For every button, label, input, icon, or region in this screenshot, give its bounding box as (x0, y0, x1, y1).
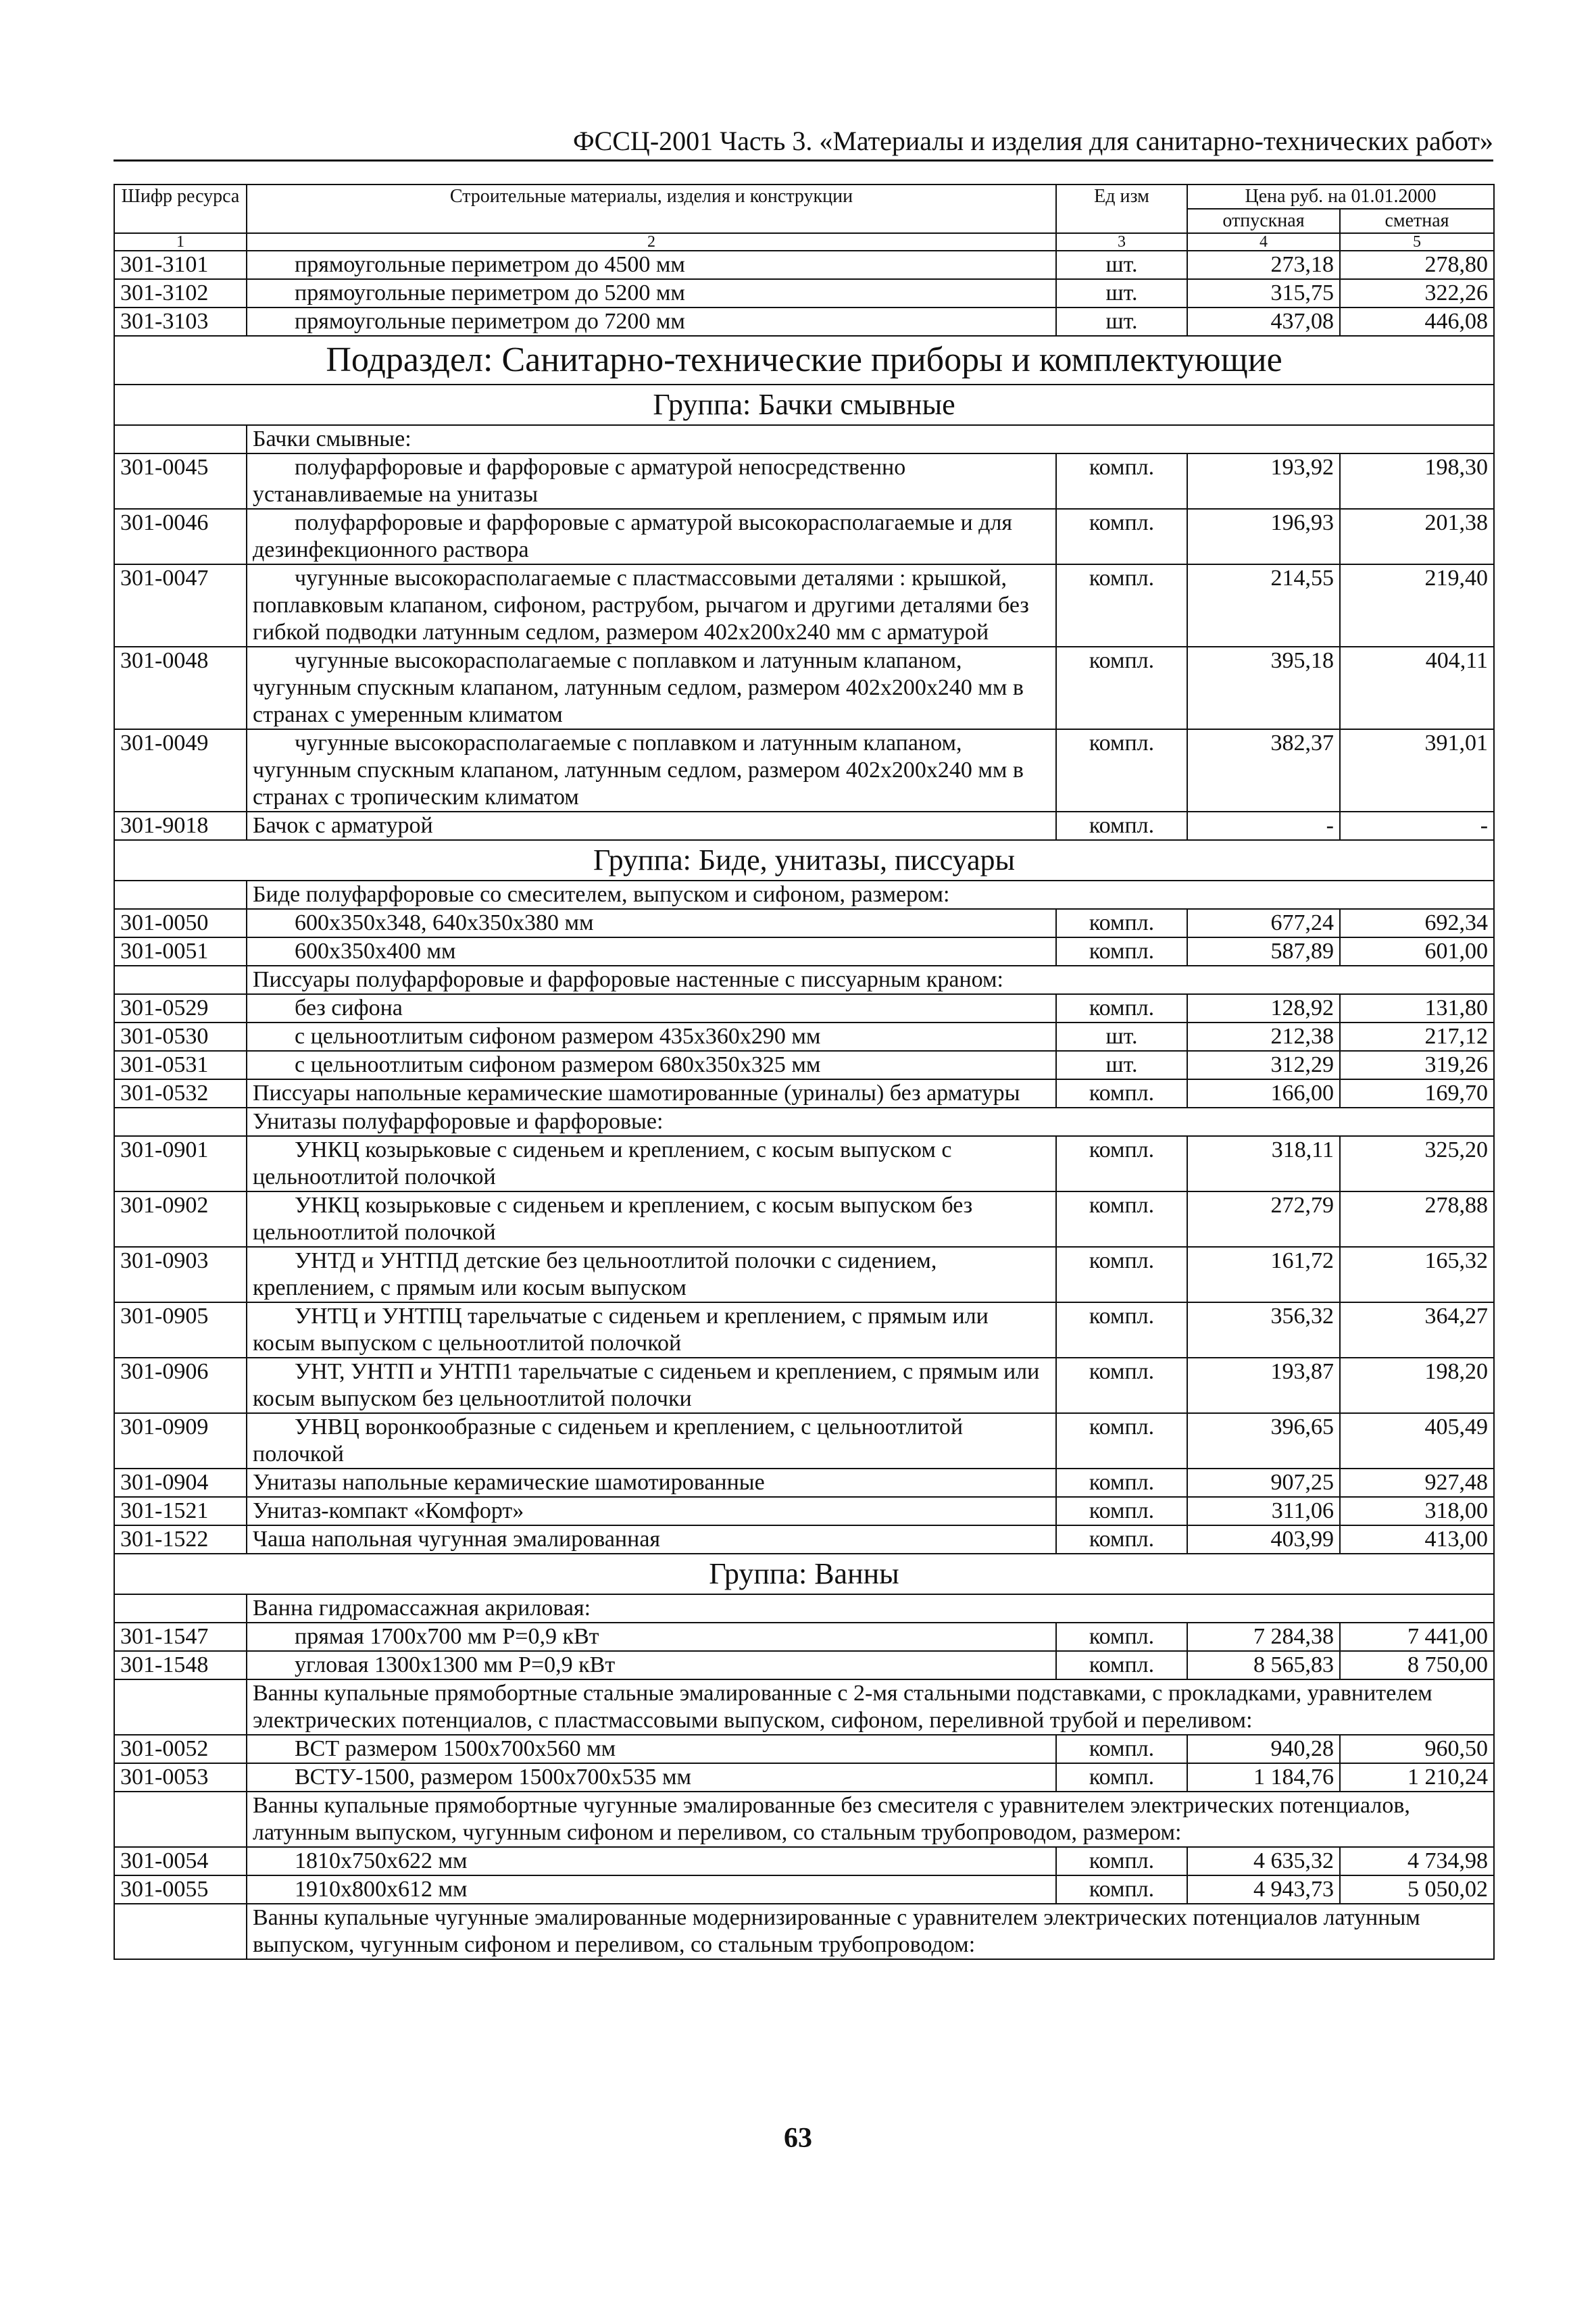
resource-code: 301-3103 (114, 307, 247, 336)
label-row (114, 1904, 1494, 1959)
material-name: полуфарфоровые и фарфоровые с арматурой высокорасполагаемые и для дезинфекционного раствора (247, 509, 1056, 564)
material-name: УНКЦ козырьковые с сиденьем и креплением, с косым выпуском с цельноотлитой полочкой (247, 1136, 1056, 1191)
price-release: 940,28 (1187, 1735, 1340, 1763)
resource-code: 301-0045 (114, 453, 247, 509)
table-row (114, 307, 1494, 336)
price-estimate: 198,20 (1340, 1358, 1494, 1413)
material-name: 1910х800х612 мм (247, 1875, 1056, 1904)
price-release: 4 943,73 (1187, 1875, 1340, 1904)
material-name: УНКЦ козырьковые с сиденьем и креплением, с косым выпуском без цельноотлитой полочкой (247, 1191, 1056, 1247)
price-estimate: 364,27 (1340, 1302, 1494, 1358)
table-row (114, 729, 1494, 812)
table-row (114, 251, 1494, 279)
resource-code: 301-0530 (114, 1023, 247, 1051)
resource-code: 301-3102 (114, 279, 247, 307)
unit-of-measure: компл. (1056, 937, 1187, 966)
table-row (114, 1358, 1494, 1413)
price-table (114, 184, 1495, 1960)
unit-of-measure: компл. (1056, 1763, 1187, 1792)
unit-of-measure: компл. (1056, 1413, 1187, 1469)
price-estimate: 198,30 (1340, 453, 1494, 509)
material-name: чугунные высокорасполагаемые с пластмассовыми деталями : крышкой, поплавковым клапаном, сифоном, раструбом, рычагом и другими деталями без гибкой подводки латунным седлом, размером 402х200х240 мм с арматурой (247, 564, 1056, 647)
col-number: 2 (247, 233, 1056, 251)
price-estimate: 131,80 (1340, 994, 1494, 1023)
price-release: 907,25 (1187, 1469, 1340, 1497)
material-name: прямоугольные периметром до 7200 мм (247, 307, 1056, 336)
resource-code: 301-0047 (114, 564, 247, 647)
group-label: Ванны купальные прямобортные стальные эмалированные с 2-мя стальными подставками, с прокладками, уравнителем электрических потенциалов, с пластмассовыми выпуском, сифоном, переливной трубой и переливом: (247, 1679, 1494, 1735)
empty-cell (114, 425, 247, 453)
resource-code: 301-1547 (114, 1623, 247, 1651)
unit-of-measure: компл. (1056, 453, 1187, 509)
price-release: 677,24 (1187, 909, 1340, 937)
table-row (114, 1847, 1494, 1875)
subsection-row (114, 336, 1494, 385)
resource-code: 301-0901 (114, 1136, 247, 1191)
table-row (114, 1469, 1494, 1497)
col-number: 5 (1340, 233, 1494, 251)
table-row (114, 1875, 1494, 1904)
group-label: Писсуары полуфарфоровые и фарфоровые настенные с писсуарным краном: (247, 966, 1494, 994)
col-number: 4 (1187, 233, 1340, 251)
table-row (114, 937, 1494, 966)
group-row (114, 840, 1494, 881)
price-release: 311,06 (1187, 1497, 1340, 1525)
group-label: Ванны купальные прямобортные чугунные эмалированные без смесителя с уравнителем электрических потенциалов, латунным выпуском, чугунным сифоном и переливом, со стальным трубопроводом, размером: (247, 1792, 1494, 1847)
material-name: Чаша напольная чугунная эмалированная (247, 1525, 1056, 1554)
material-name: прямая 1700х700 мм P=0,9 кВт (247, 1623, 1056, 1651)
resource-code: 301-0046 (114, 509, 247, 564)
resource-code: 301-0905 (114, 1302, 247, 1358)
col-header-price: Цена руб. на 01.01.2000 (1187, 184, 1494, 209)
material-name: 600х350х400 мм (247, 937, 1056, 966)
unit-of-measure: компл. (1056, 994, 1187, 1023)
unit-of-measure: компл. (1056, 909, 1187, 937)
unit-of-measure: компл. (1056, 1358, 1187, 1413)
label-row (114, 1679, 1494, 1735)
resource-code: 301-3101 (114, 251, 247, 279)
unit-of-measure: компл. (1056, 564, 1187, 647)
label-row (114, 966, 1494, 994)
unit-of-measure: компл. (1056, 1525, 1187, 1554)
resource-code: 301-0053 (114, 1763, 247, 1792)
table-row (114, 1051, 1494, 1079)
group-row (114, 1554, 1494, 1594)
subsection-title: Подраздел: Санитарно-технические приборы и комплектующие (114, 336, 1494, 385)
price-release: 273,18 (1187, 251, 1340, 279)
unit-of-measure: шт. (1056, 279, 1187, 307)
empty-cell (114, 966, 247, 994)
empty-cell (114, 1679, 247, 1735)
price-estimate: 405,49 (1340, 1413, 1494, 1469)
unit-of-measure: компл. (1056, 1735, 1187, 1763)
price-estimate: 960,50 (1340, 1735, 1494, 1763)
price-estimate: 4 734,98 (1340, 1847, 1494, 1875)
table-row (114, 1247, 1494, 1302)
resource-code: 301-0051 (114, 937, 247, 966)
table-row (114, 1413, 1494, 1469)
price-release: 212,38 (1187, 1023, 1340, 1051)
material-name: 600х350х348, 640х350х380 мм (247, 909, 1056, 937)
unit-of-measure: компл. (1056, 1302, 1187, 1358)
material-name: УНВЦ воронкообразные с сиденьем и креплением, с цельноотлитой полочкой (247, 1413, 1056, 1469)
price-release: 4 635,32 (1187, 1847, 1340, 1875)
price-release: 382,37 (1187, 729, 1340, 812)
resource-code: 301-0054 (114, 1847, 247, 1875)
resource-code: 301-1522 (114, 1525, 247, 1554)
material-name: Бачок с арматурой (247, 812, 1056, 840)
material-name: с цельноотлитым сифоном размером 680х350х325 мм (247, 1051, 1056, 1079)
table-row (114, 1623, 1494, 1651)
table-row (114, 1763, 1494, 1792)
material-name: чугунные высокорасполагаемые с поплавком и латунным клапаном, чугунным спускным клапаном, латунным седлом, размером 402х200х240 мм в странах с умеренным климатом (247, 647, 1056, 729)
unit-of-measure: компл. (1056, 1247, 1187, 1302)
resource-code: 301-0531 (114, 1051, 247, 1079)
label-row (114, 425, 1494, 453)
material-name: Писсуары напольные керамические шамотированные (уриналы) без арматуры (247, 1079, 1056, 1108)
unit-of-measure: компл. (1056, 1875, 1187, 1904)
resource-code: 301-0904 (114, 1469, 247, 1497)
resource-code: 301-0906 (114, 1358, 247, 1413)
table-row (114, 1079, 1494, 1108)
material-name: Унитаз-компакт «Комфорт» (247, 1497, 1056, 1525)
price-release: 312,29 (1187, 1051, 1340, 1079)
price-release: 166,00 (1187, 1079, 1340, 1108)
price-estimate: 692,34 (1340, 909, 1494, 937)
table-row (114, 509, 1494, 564)
page-header: ФССЦ-2001 Часть 3. «Материалы и изделия для санитарно-технических работ» (114, 124, 1493, 162)
price-release: 7 284,38 (1187, 1623, 1340, 1651)
resource-code: 301-0049 (114, 729, 247, 812)
resource-code: 301-9018 (114, 812, 247, 840)
table-row (114, 1651, 1494, 1679)
price-estimate: 165,32 (1340, 1247, 1494, 1302)
col-header-name: Строительные материалы, изделия и конструкции (247, 184, 1056, 233)
resource-code: 301-0048 (114, 647, 247, 729)
table-row (114, 1302, 1494, 1358)
price-estimate: 5 050,02 (1340, 1875, 1494, 1904)
material-name: без сифона (247, 994, 1056, 1023)
resource-code: 301-1548 (114, 1651, 247, 1679)
price-estimate: 219,40 (1340, 564, 1494, 647)
resource-code: 301-0529 (114, 994, 247, 1023)
resource-code: 301-0532 (114, 1079, 247, 1108)
col-header-price-release: отпускная (1187, 209, 1340, 233)
col-number: 1 (114, 233, 247, 251)
price-estimate: - (1340, 812, 1494, 840)
empty-cell (114, 1792, 247, 1847)
group-title: Группа: Ванны (114, 1554, 1494, 1594)
unit-of-measure: компл. (1056, 1497, 1187, 1525)
material-name: УНТД и УНТПД детские без цельноотлитой полочки с сидением, креплением, с прямым или косым выпуском (247, 1247, 1056, 1302)
table-row (114, 1023, 1494, 1051)
group-label: Унитазы полуфарфоровые и фарфоровые: (247, 1108, 1494, 1136)
unit-of-measure: шт. (1056, 251, 1187, 279)
price-release: 196,93 (1187, 509, 1340, 564)
price-release: 161,72 (1187, 1247, 1340, 1302)
empty-cell (114, 1904, 247, 1959)
table-body (114, 251, 1494, 1959)
price-release: 318,11 (1187, 1136, 1340, 1191)
price-release: 396,65 (1187, 1413, 1340, 1469)
unit-of-measure: шт. (1056, 307, 1187, 336)
empty-cell (114, 1108, 247, 1136)
price-estimate: 169,70 (1340, 1079, 1494, 1108)
resource-code: 301-0052 (114, 1735, 247, 1763)
group-label: Бачки смывные: (247, 425, 1494, 453)
group-title: Группа: Бачки смывные (114, 385, 1494, 425)
price-estimate: 446,08 (1340, 307, 1494, 336)
material-name: полуфарфоровые и фарфоровые с арматурой непосредственно устанавливаемые на унитазы (247, 453, 1056, 509)
price-estimate: 1 210,24 (1340, 1763, 1494, 1792)
resource-code: 301-0055 (114, 1875, 247, 1904)
price-release: 315,75 (1187, 279, 1340, 307)
label-row (114, 881, 1494, 909)
resource-code: 301-0909 (114, 1413, 247, 1469)
label-row (114, 1594, 1494, 1623)
price-estimate: 413,00 (1340, 1525, 1494, 1554)
table-row (114, 1497, 1494, 1525)
group-label: Ванны купальные чугунные эмалированные модернизированные с уравнителем электрических потенциалов латунным выпуском, чугунным сифоном и переливом, со стальным трубопроводом: (247, 1904, 1494, 1959)
resource-code: 301-0902 (114, 1191, 247, 1247)
price-release: 437,08 (1187, 307, 1340, 336)
material-name: прямоугольные периметром до 4500 мм (247, 251, 1056, 279)
unit-of-measure: компл. (1056, 1623, 1187, 1651)
price-estimate: 322,26 (1340, 279, 1494, 307)
price-release: 587,89 (1187, 937, 1340, 966)
price-release: 214,55 (1187, 564, 1340, 647)
material-name: прямоугольные периметром до 5200 мм (247, 279, 1056, 307)
col-header-unit: Ед изм (1056, 184, 1187, 233)
material-name: 1810х750х622 мм (247, 1847, 1056, 1875)
group-title: Группа: Биде, унитазы, писсуары (114, 840, 1494, 881)
resource-code: 301-0903 (114, 1247, 247, 1302)
unit-of-measure: компл. (1056, 1136, 1187, 1191)
price-release: 395,18 (1187, 647, 1340, 729)
group-row (114, 385, 1494, 425)
table-row (114, 1136, 1494, 1191)
price-estimate: 391,01 (1340, 729, 1494, 812)
unit-of-measure: шт. (1056, 1051, 1187, 1079)
unit-of-measure: компл. (1056, 812, 1187, 840)
price-estimate: 278,88 (1340, 1191, 1494, 1247)
price-estimate: 927,48 (1340, 1469, 1494, 1497)
group-label: Ванна гидромассажная акриловая: (247, 1594, 1494, 1623)
table-row (114, 994, 1494, 1023)
col-number: 3 (1056, 233, 1187, 251)
price-release: 193,87 (1187, 1358, 1340, 1413)
table-row (114, 1525, 1494, 1554)
table-row (114, 647, 1494, 729)
price-release: 356,32 (1187, 1302, 1340, 1358)
table-row (114, 909, 1494, 937)
table-row (114, 812, 1494, 840)
table-row (114, 1191, 1494, 1247)
price-estimate: 601,00 (1340, 937, 1494, 966)
price-estimate: 8 750,00 (1340, 1651, 1494, 1679)
unit-of-measure: компл. (1056, 1847, 1187, 1875)
price-estimate: 217,12 (1340, 1023, 1494, 1051)
price-estimate: 404,11 (1340, 647, 1494, 729)
material-name: чугунные высокорасполагаемые с поплавком и латунным клапаном, чугунным спускным клапаном, латунным седлом, размером 402х200х240 мм в странах с тропическим климатом (247, 729, 1056, 812)
price-release: - (1187, 812, 1340, 840)
price-release: 1 184,76 (1187, 1763, 1340, 1792)
unit-of-measure: компл. (1056, 1191, 1187, 1247)
group-label: Биде полуфарфоровые со смесителем, выпуском и сифоном, размером: (247, 881, 1494, 909)
price-estimate: 201,38 (1340, 509, 1494, 564)
col-header-price-estimate: сметная (1340, 209, 1494, 233)
page-number: 63 (784, 2123, 812, 2154)
label-row (114, 1108, 1494, 1136)
price-release: 272,79 (1187, 1191, 1340, 1247)
price-estimate: 7 441,00 (1340, 1623, 1494, 1651)
price-estimate: 318,00 (1340, 1497, 1494, 1525)
material-name: с цельноотлитым сифоном размером 435х360х290 мм (247, 1023, 1056, 1051)
table-row (114, 564, 1494, 647)
resource-code: 301-1521 (114, 1497, 247, 1525)
table-row (114, 453, 1494, 509)
unit-of-measure: компл. (1056, 509, 1187, 564)
unit-of-measure: шт. (1056, 1023, 1187, 1051)
material-name: ВСТ размером 1500х700х560 мм (247, 1735, 1056, 1763)
table-row (114, 279, 1494, 307)
material-name: УНТЦ и УНТПЦ тарельчатые с сиденьем и креплением, с прямым или косым выпуском с цельноотлитой полочкой (247, 1302, 1056, 1358)
resource-code: 301-0050 (114, 909, 247, 937)
price-release: 403,99 (1187, 1525, 1340, 1554)
unit-of-measure: компл. (1056, 647, 1187, 729)
price-release: 128,92 (1187, 994, 1340, 1023)
price-estimate: 278,80 (1340, 251, 1494, 279)
material-name: Унитазы напольные керамические шамотированные (247, 1469, 1056, 1497)
price-estimate: 319,26 (1340, 1051, 1494, 1079)
material-name: угловая 1300х1300 мм P=0,9 кВт (247, 1651, 1056, 1679)
price-estimate: 325,20 (1340, 1136, 1494, 1191)
unit-of-measure: компл. (1056, 1079, 1187, 1108)
label-row (114, 1792, 1494, 1847)
unit-of-measure: компл. (1056, 1469, 1187, 1497)
table-row (114, 1735, 1494, 1763)
material-name: ВСТУ-1500, размером 1500х700х535 мм (247, 1763, 1056, 1792)
material-name: УНТ, УНТП и УНТП1 тарельчатые с сиденьем и креплением, с прямым или косым выпуском без цельноотлитой полочки (247, 1358, 1056, 1413)
empty-cell (114, 1594, 247, 1623)
price-release: 8 565,83 (1187, 1651, 1340, 1679)
unit-of-measure: компл. (1056, 729, 1187, 812)
unit-of-measure: компл. (1056, 1651, 1187, 1679)
empty-cell (114, 881, 247, 909)
col-header-code: Шифр ресурса (114, 184, 247, 233)
price-release: 193,92 (1187, 453, 1340, 509)
